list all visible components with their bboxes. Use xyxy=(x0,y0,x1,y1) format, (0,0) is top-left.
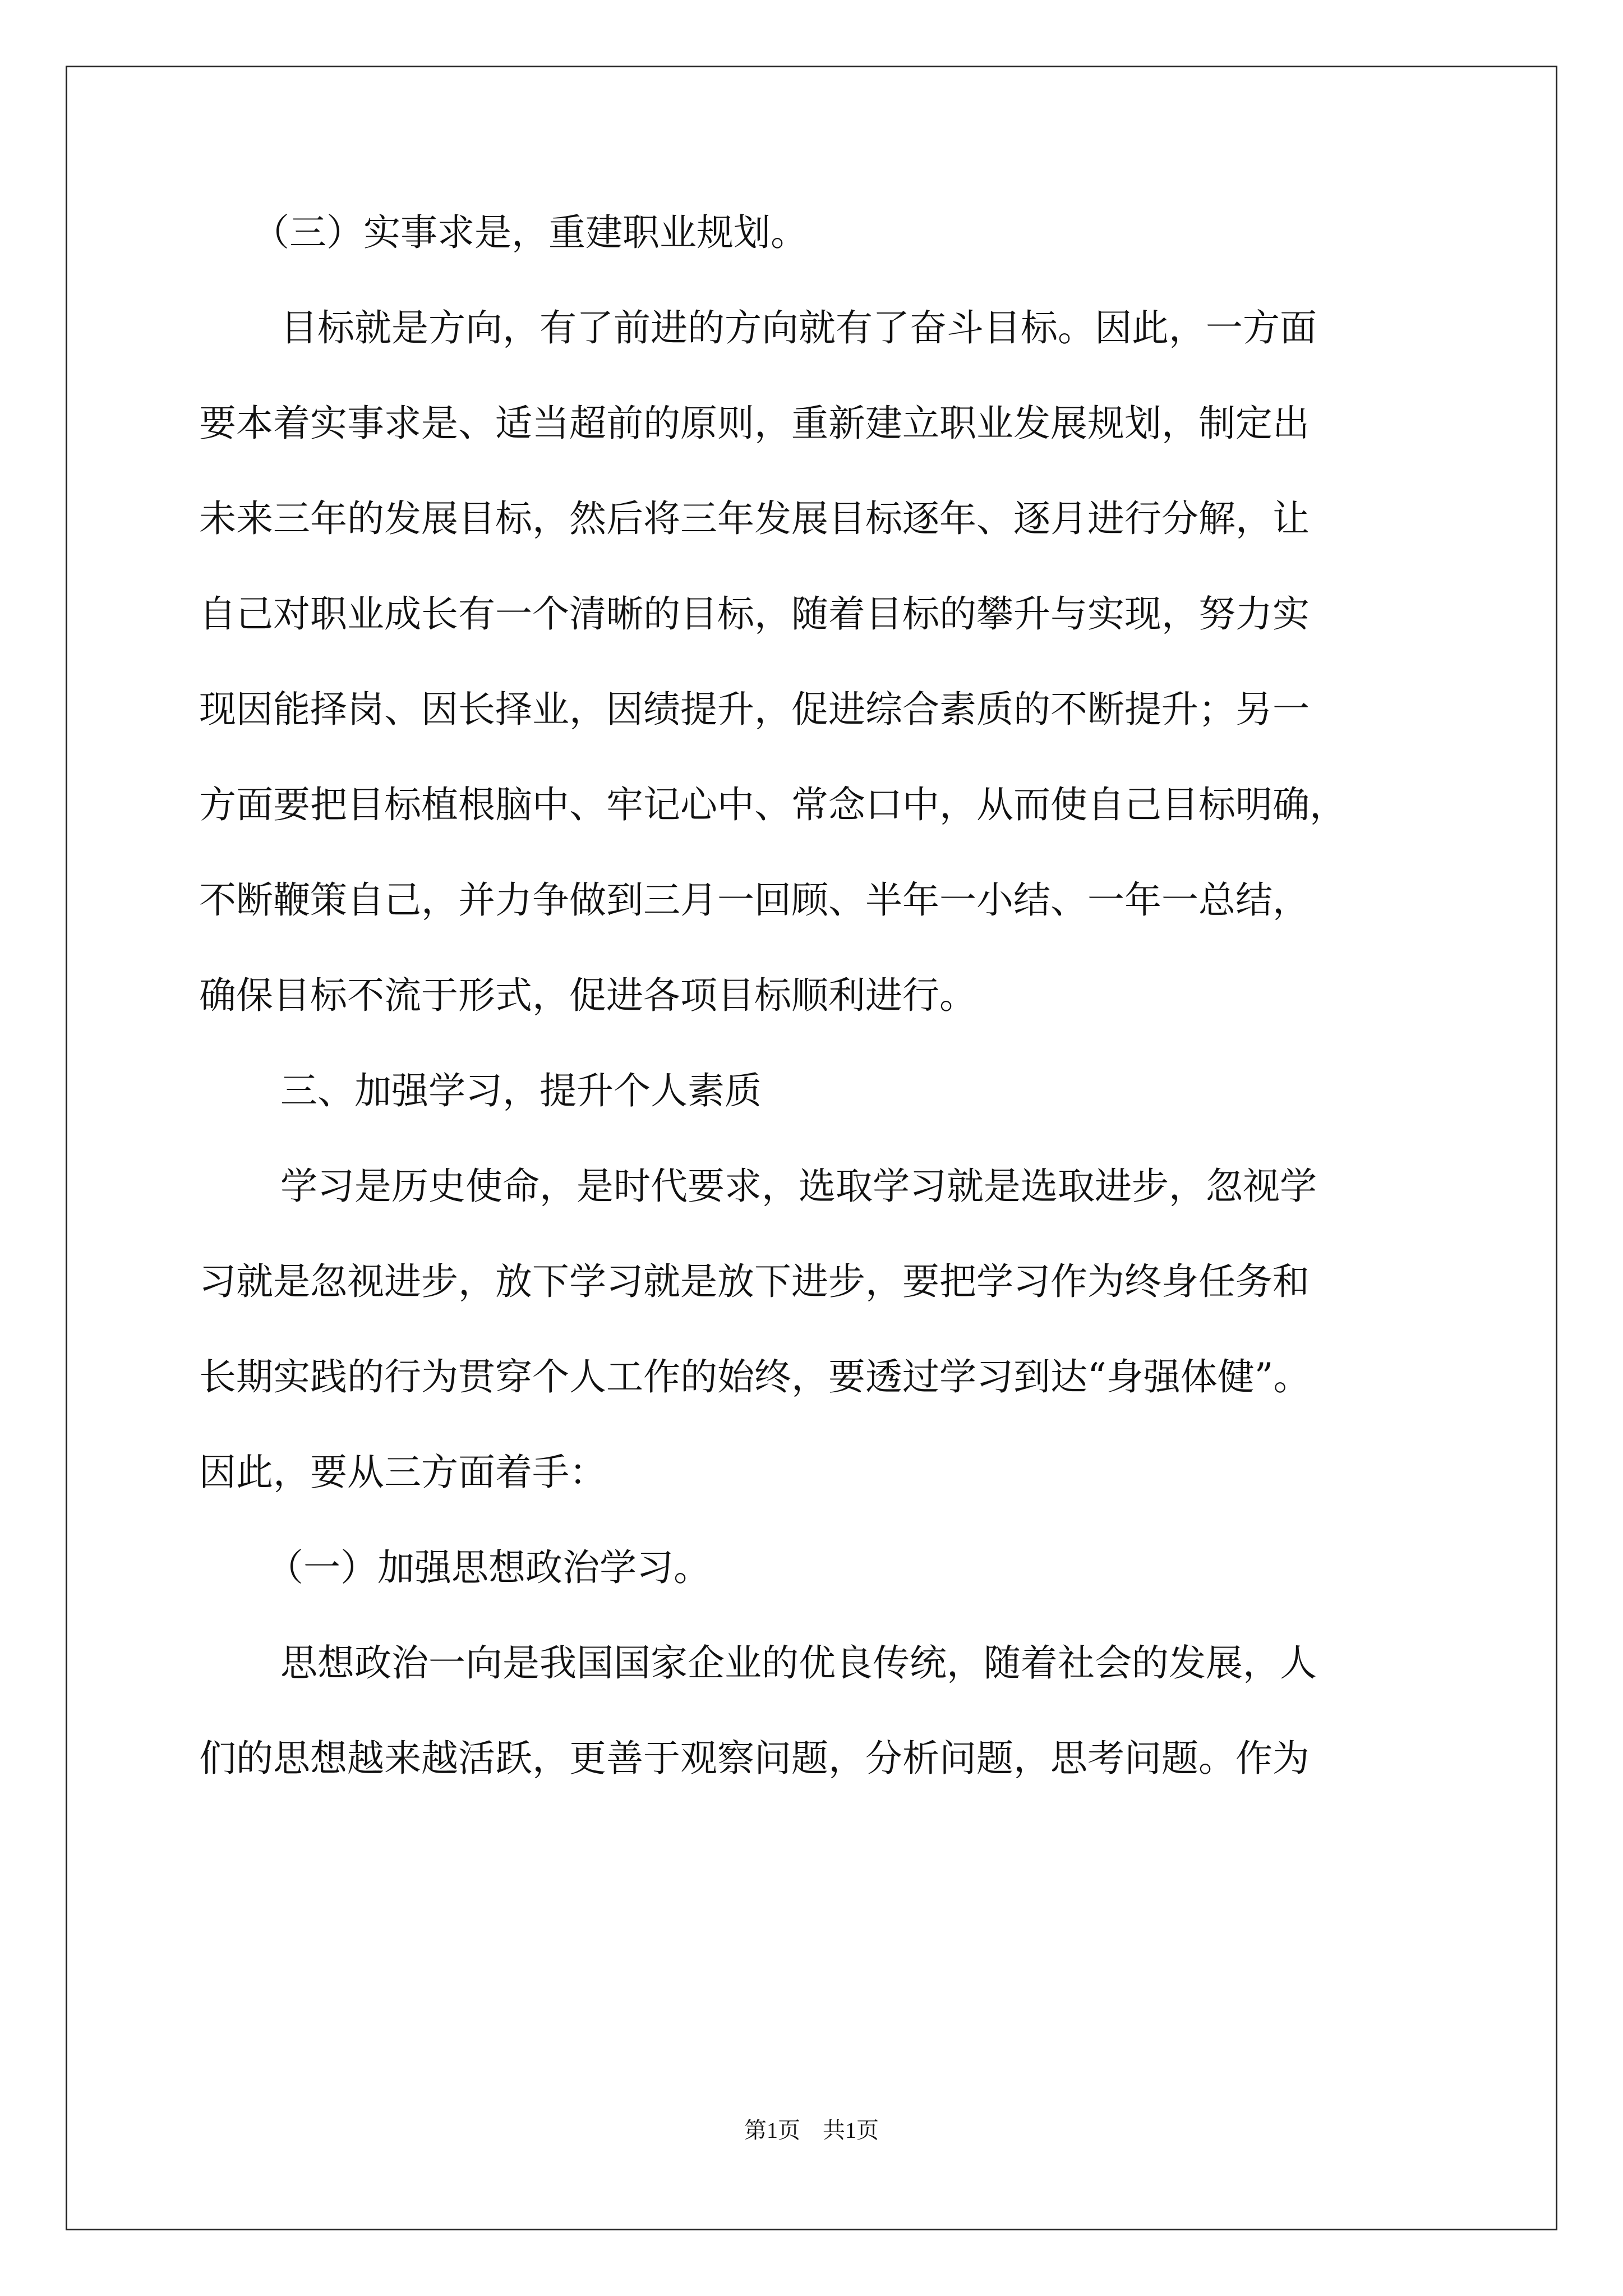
section-heading: 三、加强学习，提升个人素质 xyxy=(280,1069,762,1112)
paragraph-line: 学习是历史使命，是时代要求，选取学习就是选取进步，忽视学 xyxy=(280,1165,1317,1208)
page-footer: 第1页 共1页 xyxy=(744,2118,879,2143)
paragraph-line: 们的思想越来越活跃，更善于观察问题，分析问题，思考问题。作为 xyxy=(199,1737,1310,1780)
paragraph-line: 长期实践的行为贯穿个人工作的始终，要透过学习到达“身强体健”。 xyxy=(199,1355,1311,1398)
paragraph-line: 思想政治一向是我国国家企业的优良传统，随着社会的发展，人 xyxy=(280,1641,1317,1685)
paragraph-line: 不断鞭策自己，并力争做到三月一回顾、半年一小结、一年一总结， xyxy=(199,878,1310,922)
page-border xyxy=(66,66,1557,2230)
paragraph-line: 未来三年的发展目标，然后将三年发展目标逐年、逐月进行分解，让 xyxy=(199,497,1310,540)
paragraph-line: 因此，要从三方面着手： xyxy=(199,1451,606,1494)
paragraph-line: 习就是忽视进步，放下学习就是放下进步，要把学习作为终身任务和 xyxy=(199,1260,1310,1303)
paragraph-line: 自己对职业成长有一个清晰的目标，随着目标的攀升与实现，努力实 xyxy=(199,592,1310,636)
paragraph-line: 要本着实事求是、适当超前的原则，重新建立职业发展规划，制定出 xyxy=(199,402,1310,445)
paragraph-line: 方面要把目标植根脑中、牢记心中、常念口中，从而使自己目标明确， xyxy=(199,783,1347,826)
section-heading: （三）实事求是，重建职业规划。 xyxy=(252,211,808,254)
section-heading: （一）加强思想政治学习。 xyxy=(266,1546,711,1589)
paragraph-line: 目标就是方向，有了前进的方向就有了奋斗目标。因此，一方面 xyxy=(280,306,1317,349)
paragraph-line: 确保目标不流于形式，促进各项目标顺利进行。 xyxy=(199,974,976,1017)
paragraph-line: 现因能择岗、因长择业，因绩提升，促进综合素质的不断提升；另一 xyxy=(199,688,1310,731)
